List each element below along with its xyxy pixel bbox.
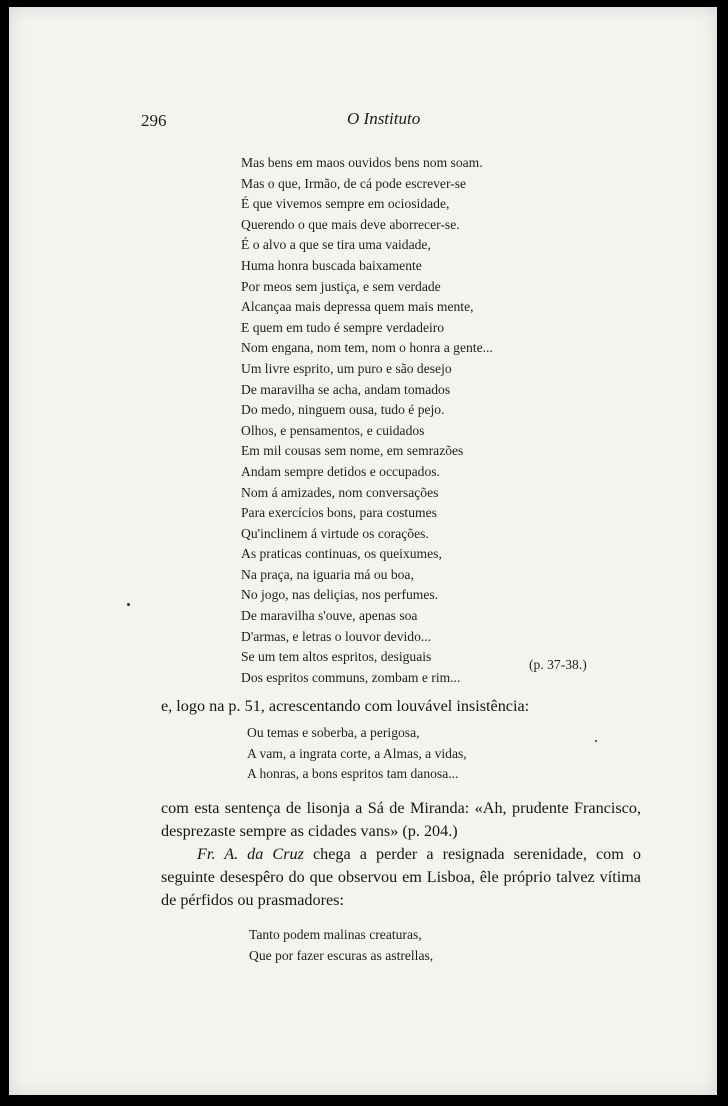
verse-line: Nom á amizades, nom conversações: [241, 484, 439, 500]
verse-line: A honras, a bons espritos tam danosa...: [247, 766, 459, 781]
author-name: Fr. A. da Cruz: [197, 845, 304, 863]
verse-line: É o alvo a que se tira uma vaidade,: [241, 237, 431, 253]
verse-line: Na praça, na iguaria má ou boa,: [241, 566, 414, 582]
verse-line: Mas bens em maos ouvidos bens nom soam.: [241, 155, 483, 170]
citation: (p. 37-38.): [529, 657, 587, 672]
verse-line: É que vivemos sempre em ociosidade,: [241, 196, 450, 212]
verse-line: Querendo o que mais deve aborrecer-se.: [241, 216, 460, 232]
paragraph-3: [161, 843, 641, 912]
paragraph-3-text: chega a perder a resignada serenidade, com o seguinte desespêro do que observou em Lisboa, êle próprio talvez vítima de pérfidos ou prasmadores:: [161, 845, 641, 909]
verse-line: Em mil cousas sem nome, em semrazões: [241, 443, 464, 459]
verse-line: E quem em tudo é sempre verdadeiro: [241, 319, 445, 335]
page-number: 296: [141, 111, 167, 130]
book-page: [9, 7, 717, 1095]
verse-line: Dos espritos communs, zombam e rim...: [241, 669, 461, 685]
verse-line: De maravilha se acha, andam tomados: [241, 381, 451, 397]
verse-line: Alcançaa mais depressa quem mais mente,: [241, 299, 474, 315]
verse-line: Qu'inclinem á virtude os corações.: [241, 525, 429, 541]
verse-line: Se um tem altos espritos, desiguais: [241, 649, 432, 665]
verse-line: Huma honra buscada baixamente: [241, 257, 422, 273]
verse-line: Tanto podem malinas creaturas,: [249, 927, 422, 942]
verse-line: Por meos sem justiça, e sem verdade: [241, 278, 441, 294]
verse-line: Do medo, ninguem ousa, tudo é pejo.: [241, 402, 445, 418]
verse-line: Um livre esprito, um puro e são desejo: [241, 360, 452, 376]
verse-line: Andam sempre detidos e occupados.: [241, 463, 440, 479]
verse-line: A vam, a ingrata corte, a Almas, a vidas,: [247, 745, 467, 761]
verse-line: Olhos, e pensamentos, e cuidados: [241, 422, 425, 438]
verse-line: De maravilha s'ouve, apenas soa: [241, 608, 418, 624]
verse-block-3: [249, 925, 433, 966]
paragraph-2: com esta sentença de lisonja a Sá de Miranda: «Ah, prudente Francisco, desprezaste sempre as cidades vans» (p. 204.): [161, 799, 641, 840]
verse-block-1: [241, 153, 493, 688]
paragraph-1: e, logo na p. 51, acrescentando com louvável insistência:: [161, 697, 530, 715]
running-title: O Instituto: [347, 109, 421, 128]
verse-line: Nom engana, nom tem, nom o honra a gente...: [241, 340, 493, 356]
verse-line: Que por fazer escuras as astrellas,: [249, 947, 434, 963]
verse-line: Ou temas e soberba, a perigosa,: [247, 725, 420, 740]
verse-line: Mas o que, Irmão, de cá pode escrever-se: [241, 175, 467, 191]
verse-line: As praticas continuas, os queixumes,: [241, 546, 442, 562]
verse-line: No jogo, nas deliçias, nos perfumes.: [241, 587, 439, 603]
verse-block-2: [247, 723, 467, 785]
verse-line: D'armas, e letras o louvor devido...: [241, 628, 432, 644]
verse-line: Para exercícios bons, para costumes: [241, 505, 437, 521]
